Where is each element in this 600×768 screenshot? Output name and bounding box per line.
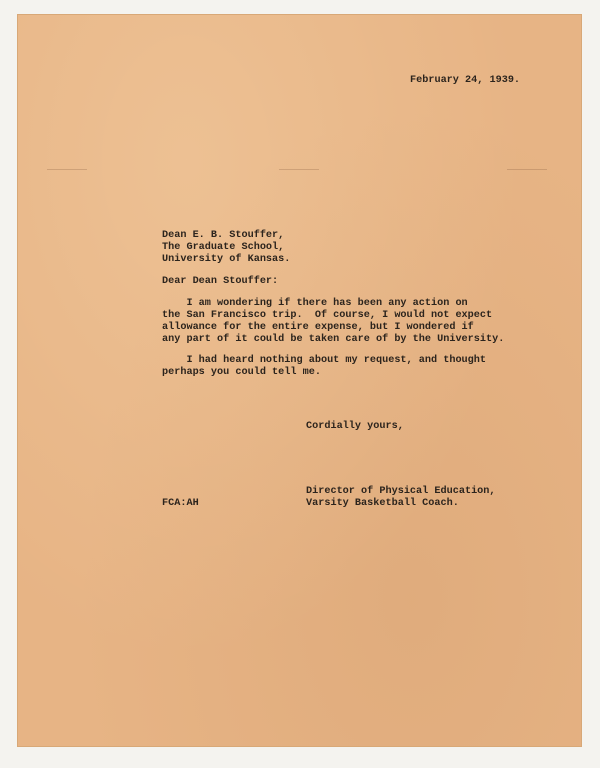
letter-date: February 24, 1939. [410, 75, 521, 86]
paragraph-1-line-2: the San Francisco trip. Of course, I would not expect [162, 310, 493, 321]
paragraph-1-line-1: I am wondering if there has been any action on [162, 298, 468, 309]
faint-paper-mark [279, 169, 319, 170]
recipient-institution: University of Kansas. [162, 254, 291, 265]
signature-title-line-2: Varsity Basketball Coach. [306, 498, 459, 509]
faint-paper-mark [47, 169, 87, 170]
signature-title-line-1: Director of Physical Education, [306, 486, 496, 497]
faint-paper-mark [507, 169, 547, 170]
paragraph-2-line-2: perhaps you could tell me. [162, 367, 321, 378]
paragraph-1-line-4: any part of it could be taken care of by the University. [162, 334, 505, 345]
recipient-department: The Graduate School, [162, 242, 285, 253]
recipient-name: Dean E. B. Stouffer, [162, 230, 285, 241]
paragraph-1-line-3: allowance for the entire expense, but I wondered if [162, 322, 474, 333]
letter-page [17, 14, 582, 747]
closing: Cordially yours, [306, 421, 404, 432]
paragraph-2-line-1: I had heard nothing about my request, and thought [162, 355, 487, 366]
salutation: Dear Dean Stouffer: [162, 276, 279, 287]
reference-initials: FCA:AH [162, 498, 199, 509]
